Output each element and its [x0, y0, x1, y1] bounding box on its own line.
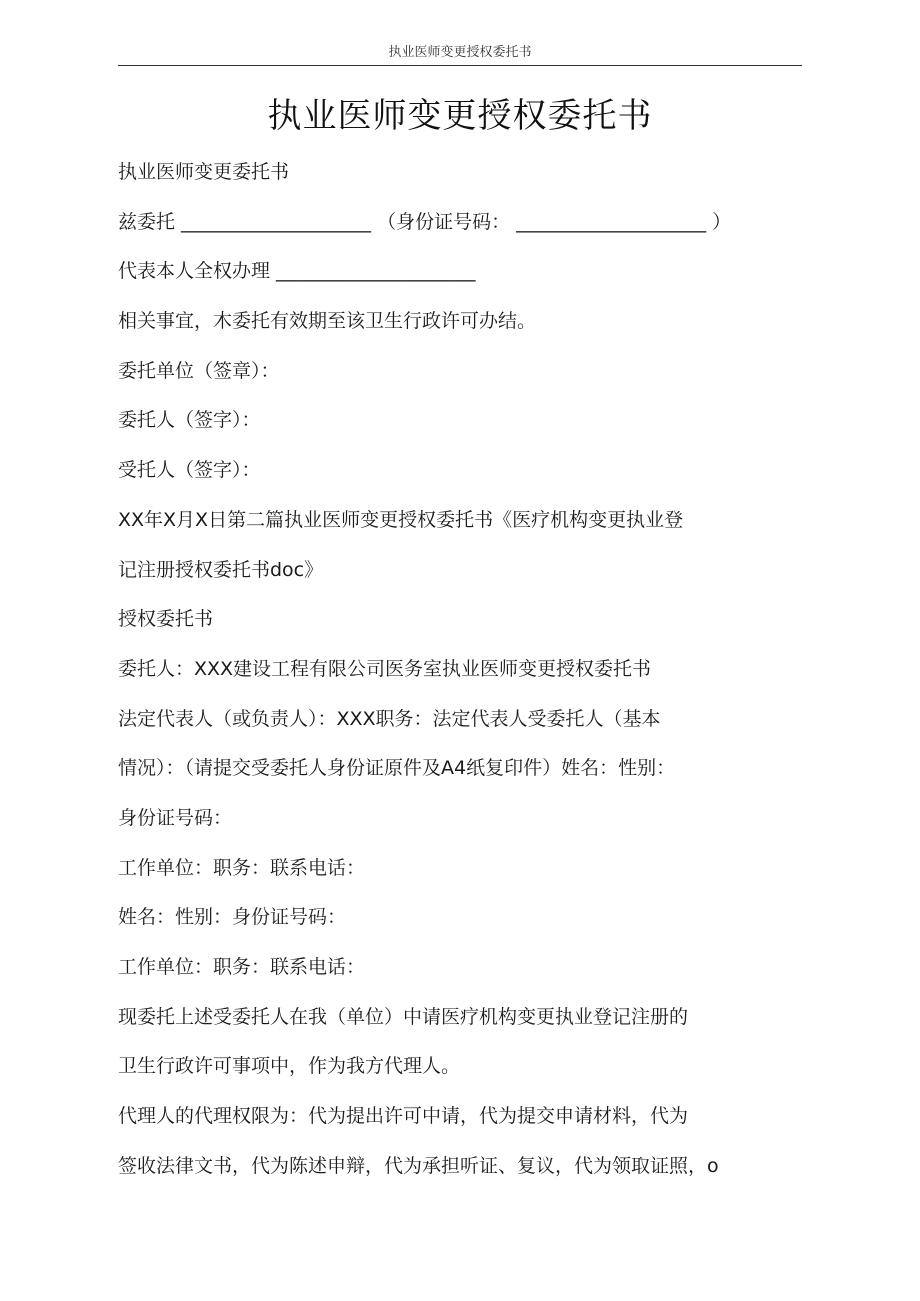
document-body: [118, 154, 802, 1197]
body-line: 工作单位：职务：联系电话：: [118, 956, 366, 978]
body-line: 卫生行政许可事项中，作为我方代理人。: [118, 1055, 461, 1078]
body-line: 代表本人全权办理 _____________________: [118, 260, 476, 283]
body-line: 兹委托 ____________________ （身份证号码： ____________________ ）: [118, 210, 732, 233]
body-line: 记注册授权委托书doc》: [118, 558, 324, 581]
body-line: 委托人：XXX建设工程有限公司医务室执业医师变更授权委托书: [118, 657, 652, 680]
body-line: 授权委托书: [118, 608, 214, 631]
body-line: 委托人（签字）：: [118, 409, 261, 432]
body-line: 现委托上述受委托人在我（单位）中请医疗机构变更执业登记注册的: [118, 1005, 689, 1028]
body-line: 代理人的代理权限为：代为提出许可中请，代为提交申请材料，代为: [118, 1105, 689, 1128]
header-divider: [118, 65, 802, 66]
body-line: 情况）：（请提交受委托人身份证原件及A4纸复印件）姓名：性别：: [118, 757, 676, 780]
body-line: 委托单位（签章）：: [118, 359, 280, 382]
document-title: 执业医师变更授权委托书: [267, 96, 653, 136]
body-line: 姓名：性别：身份证号码：: [118, 906, 347, 929]
body-line: 身份证号码：: [118, 806, 233, 829]
body-line: 受托人（签字）：: [118, 459, 261, 482]
body-line: 签收法律文书，代为陈述申辩，代为承担听证、复议，代为领取证照，o: [118, 1154, 719, 1177]
body-line: 工作单位：职务：联系电话：: [118, 856, 366, 879]
body-line: 相关事宜，木委托有效期至该卫生行政许可办结。: [118, 310, 537, 333]
body-line: XX年X月X日第二篇执业医师变更授权委托书《医疗机构变更执业登: [118, 508, 684, 531]
body-line: 执业医师变更委托书: [118, 161, 290, 183]
body-line: 法定代表人（或负责人）：XXX职务：法定代表人受委托人（基本: [118, 707, 661, 730]
running-header: 执业医师变更授权委托书: [388, 45, 532, 60]
